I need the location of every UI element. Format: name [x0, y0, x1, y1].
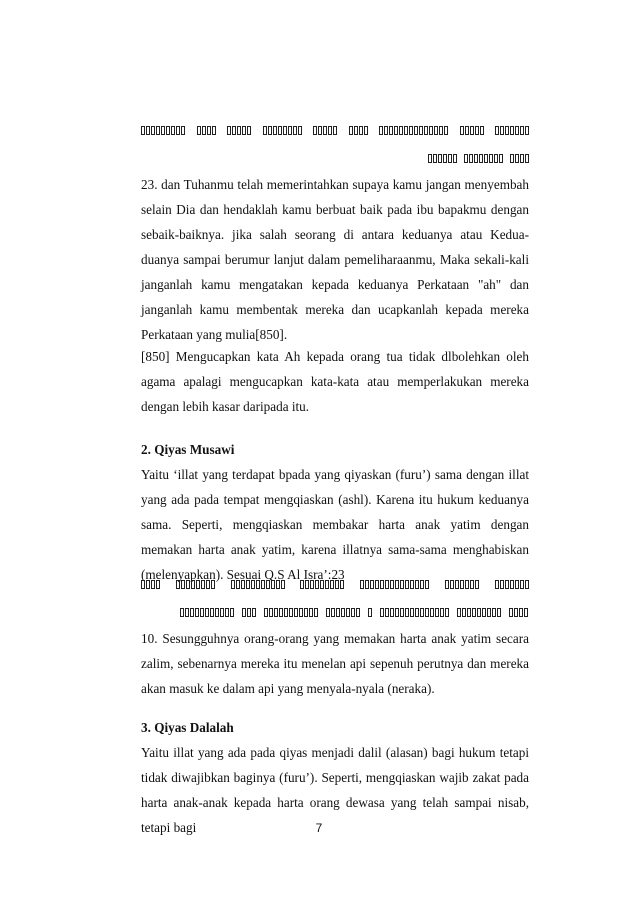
missing-glyph-box — [247, 608, 251, 617]
missing-glyph-box — [464, 154, 468, 163]
missing-glyph-box — [341, 608, 345, 617]
missing-glyph-box — [510, 126, 514, 135]
missing-glyph-box — [190, 608, 194, 617]
missing-glyph-box — [176, 126, 180, 135]
missing-glyph-box — [191, 580, 195, 589]
missing-glyph-box — [525, 154, 529, 163]
missing-glyph-box — [247, 126, 251, 135]
missing-glyph-box — [484, 154, 488, 163]
missing-glyph-box — [472, 608, 476, 617]
missing-glyph-box — [410, 580, 414, 589]
missing-glyph-box — [385, 580, 389, 589]
arabic-word — [300, 580, 344, 589]
missing-glyph-box — [325, 580, 329, 589]
missing-glyph-box — [482, 608, 486, 617]
missing-glyph-box — [400, 580, 404, 589]
missing-glyph-box — [469, 154, 473, 163]
missing-glyph-box — [156, 580, 160, 589]
missing-glyph-box — [425, 608, 429, 617]
arabic-word — [380, 608, 449, 617]
missing-glyph-box — [274, 608, 278, 617]
missing-glyph-box — [161, 126, 165, 135]
missing-glyph-box — [420, 608, 424, 617]
missing-glyph-box — [264, 608, 268, 617]
missing-glyph-box — [415, 580, 419, 589]
missing-glyph-box — [241, 580, 245, 589]
missing-glyph-box — [284, 608, 288, 617]
missing-glyph-box — [495, 580, 499, 589]
section-2-body: Yaitu ‘illat yang terdapat bpada yang qiyaskan (furu’) sama dengan illat yang ada pada tempat mengqiaskan (ashl). Karena itu hukum keduanya sama. Seperti, mengqiaskan membakar harta anak yatim dengan memakan harta anak yatim, karena illatnya sama-sama menghabiskan (melenyapkan). Sesuai Q.S Al Isra’:23 — [141, 467, 529, 582]
missing-glyph-box — [309, 608, 313, 617]
missing-glyph-box — [475, 126, 479, 135]
missing-glyph-box — [288, 126, 292, 135]
missing-glyph-box — [318, 126, 322, 135]
arabic-word — [349, 126, 368, 135]
missing-glyph-box — [495, 126, 499, 135]
missing-glyph-box — [475, 580, 479, 589]
missing-glyph-box — [151, 580, 155, 589]
missing-glyph-box — [525, 126, 529, 135]
missing-glyph-box — [409, 126, 413, 135]
missing-glyph-box — [315, 580, 319, 589]
missing-glyph-box — [231, 580, 235, 589]
missing-glyph-box — [492, 608, 496, 617]
missing-glyph-box — [465, 580, 469, 589]
missing-glyph-box — [520, 580, 524, 589]
missing-glyph-box — [212, 126, 216, 135]
missing-glyph-box — [181, 580, 185, 589]
missing-glyph-box — [479, 154, 483, 163]
verse-10-translation: 10. Sesungguhnya orang-orang yang memakan harta anak yatim secara zalim, sebenarnya mereka itu menelan api sepenuh perutnya dan mereka akan masuk ke dalam api yang menyala-nyala (neraka). — [141, 631, 529, 696]
missing-glyph-box — [356, 608, 360, 617]
missing-glyph-box — [227, 126, 231, 135]
missing-glyph-box — [385, 608, 389, 617]
missing-glyph-box — [489, 154, 493, 163]
missing-glyph-box — [515, 126, 519, 135]
missing-glyph-box — [196, 580, 200, 589]
missing-glyph-box — [305, 580, 309, 589]
missing-glyph-box — [351, 608, 355, 617]
missing-glyph-box — [514, 608, 518, 617]
missing-glyph-box — [236, 580, 240, 589]
missing-glyph-box — [195, 608, 199, 617]
missing-glyph-box — [151, 126, 155, 135]
missing-glyph-box — [390, 608, 394, 617]
missing-glyph-box — [380, 580, 384, 589]
missing-glyph-box — [206, 580, 210, 589]
missing-glyph-box — [220, 608, 224, 617]
missing-glyph-box — [364, 126, 368, 135]
missing-glyph-box — [237, 126, 241, 135]
arabic-word — [227, 126, 251, 135]
missing-glyph-box — [480, 126, 484, 135]
missing-glyph-box — [365, 580, 369, 589]
missing-glyph-box — [252, 608, 256, 617]
missing-glyph-box — [180, 608, 184, 617]
missing-glyph-box — [477, 608, 481, 617]
missing-glyph-box — [256, 580, 260, 589]
arabic-word — [495, 126, 529, 135]
missing-glyph-box — [470, 126, 474, 135]
missing-glyph-box — [414, 126, 418, 135]
missing-glyph-box — [420, 580, 424, 589]
missing-glyph-box — [453, 154, 457, 163]
missing-glyph-box — [197, 126, 201, 135]
missing-glyph-box — [368, 608, 372, 617]
missing-glyph-box — [443, 154, 447, 163]
missing-glyph-box — [439, 126, 443, 135]
missing-glyph-box — [211, 580, 215, 589]
page-number: 7 — [315, 821, 323, 835]
missing-glyph-box — [359, 126, 363, 135]
arabic-word — [141, 126, 185, 135]
missing-glyph-box — [434, 126, 438, 135]
missing-glyph-box — [201, 580, 205, 589]
missing-glyph-box — [467, 608, 471, 617]
missing-glyph-box — [205, 608, 209, 617]
missing-glyph-box — [156, 126, 160, 135]
missing-glyph-box — [499, 154, 503, 163]
missing-glyph-box — [349, 126, 353, 135]
missing-glyph-box — [465, 126, 469, 135]
missing-glyph-box — [263, 126, 267, 135]
missing-glyph-box — [146, 126, 150, 135]
missing-glyph-box — [336, 608, 340, 617]
missing-glyph-box — [346, 608, 350, 617]
missing-glyph-box — [395, 608, 399, 617]
missing-glyph-box — [438, 154, 442, 163]
missing-glyph-box — [460, 580, 464, 589]
missing-glyph-box — [333, 126, 337, 135]
missing-glyph-box — [395, 580, 399, 589]
arabic-verse-line-1 — [141, 123, 529, 137]
missing-glyph-box — [299, 608, 303, 617]
missing-glyph-box — [433, 154, 437, 163]
missing-glyph-box — [202, 126, 206, 135]
arabic-verse-line-3 — [141, 577, 529, 591]
missing-glyph-box — [390, 580, 394, 589]
missing-glyph-box — [400, 608, 404, 617]
missing-glyph-box — [266, 580, 270, 589]
missing-glyph-box — [450, 580, 454, 589]
missing-glyph-box — [273, 126, 277, 135]
arabic-word — [509, 608, 528, 617]
missing-glyph-box — [448, 154, 452, 163]
arabic-word — [428, 154, 457, 163]
missing-glyph-box — [225, 608, 229, 617]
missing-glyph-box — [524, 608, 528, 617]
missing-glyph-box — [283, 126, 287, 135]
missing-glyph-box — [186, 580, 190, 589]
missing-glyph-box — [405, 580, 409, 589]
section-2-heading: 2. Qiyas Musawi — [141, 442, 235, 457]
missing-glyph-box — [215, 608, 219, 617]
missing-glyph-box — [146, 580, 150, 589]
arabic-word — [197, 126, 216, 135]
missing-glyph-box — [246, 580, 250, 589]
missing-glyph-box — [300, 580, 304, 589]
missing-glyph-box — [279, 608, 283, 617]
missing-glyph-box — [500, 126, 504, 135]
missing-glyph-box — [515, 154, 519, 163]
missing-glyph-box — [360, 580, 364, 589]
missing-glyph-box — [460, 126, 464, 135]
missing-glyph-box — [384, 126, 388, 135]
missing-glyph-box — [304, 608, 308, 617]
missing-glyph-box — [330, 580, 334, 589]
missing-glyph-box — [394, 126, 398, 135]
arabic-word — [464, 154, 503, 163]
arabic-word — [379, 126, 448, 135]
missing-glyph-box — [425, 580, 429, 589]
missing-glyph-box — [510, 580, 514, 589]
missing-glyph-box — [176, 580, 180, 589]
missing-glyph-box — [445, 580, 449, 589]
arabic-word — [176, 580, 215, 589]
arabic-word — [263, 126, 302, 135]
arabic-word — [313, 126, 337, 135]
missing-glyph-box — [271, 580, 275, 589]
missing-glyph-box — [399, 126, 403, 135]
missing-glyph-box — [298, 126, 302, 135]
missing-glyph-box — [510, 154, 514, 163]
missing-glyph-box — [404, 126, 408, 135]
missing-glyph-box — [331, 608, 335, 617]
arabic-word — [264, 608, 318, 617]
missing-glyph-box — [429, 126, 433, 135]
missing-glyph-box — [293, 126, 297, 135]
section-3-body: Yaitu illat yang ada pada qiyas menjadi dalil (alasan) bagi hukum tetapi tidak diwajibkan baginya (furu’). Seperti, mengqiaskan wajib zakat pada harta anak-anak kepada harta orang dewasa yang telah sampai nisab, tetapi bagi — [141, 745, 529, 835]
missing-glyph-box — [435, 608, 439, 617]
missing-glyph-box — [462, 608, 466, 617]
missing-glyph-box — [269, 608, 273, 617]
verse-23-translation: 23. dan Tuhanmu telah memerintahkan supaya kamu jangan menyembah selain Dia dan hendaklah kamu berbuat baik pada ibu bapakmu dengan sebaik-baiknya. jika salah seorang di antara keduanya atau Kedua-duanya sampai berumur lanjut dalam pemeliharaanmu, Maka sekali-kali janganlah kamu mengatakan kepada keduanya Perkataan "ah" dan janganlah kamu membentak mereka dan ucapkanlah kepada mereka Perkataan yang mulia[850]. — [141, 177, 529, 342]
missing-glyph-box — [181, 126, 185, 135]
footnote-850: [850] Mengucapkan kata Ah kepada orang tua tidak dlbolehkan oleh agama apalagi mengucapkan kata-kata atau memperlakukan mereka dengan lebih kasar daripada itu. — [141, 349, 529, 414]
missing-glyph-box — [505, 580, 509, 589]
arabic-word — [180, 608, 234, 617]
missing-glyph-box — [278, 126, 282, 135]
missing-glyph-box — [474, 154, 478, 163]
arabic-verse-line-4 — [180, 605, 528, 619]
missing-glyph-box — [328, 126, 332, 135]
missing-glyph-box — [470, 580, 474, 589]
missing-glyph-box — [430, 608, 434, 617]
missing-glyph-box — [500, 580, 504, 589]
missing-glyph-box — [242, 608, 246, 617]
arabic-word — [495, 580, 529, 589]
arabic-word — [368, 608, 372, 617]
arabic-word — [360, 580, 429, 589]
missing-glyph-box — [370, 580, 374, 589]
missing-glyph-box — [415, 608, 419, 617]
missing-glyph-box — [141, 126, 145, 135]
missing-glyph-box — [289, 608, 293, 617]
arabic-verse-line-2 — [141, 151, 529, 165]
missing-glyph-box — [232, 126, 236, 135]
missing-glyph-box — [505, 126, 509, 135]
section-3-heading: 3. Qiyas Dalalah — [141, 720, 234, 735]
missing-glyph-box — [230, 608, 234, 617]
missing-glyph-box — [519, 608, 523, 617]
missing-glyph-box — [294, 608, 298, 617]
missing-glyph-box — [313, 126, 317, 135]
missing-glyph-box — [410, 608, 414, 617]
arabic-word — [457, 608, 501, 617]
arabic-word — [141, 580, 160, 589]
missing-glyph-box — [380, 608, 384, 617]
missing-glyph-box — [326, 608, 330, 617]
missing-glyph-box — [520, 126, 524, 135]
missing-glyph-box — [242, 126, 246, 135]
arabic-word — [460, 126, 484, 135]
missing-glyph-box — [525, 580, 529, 589]
missing-glyph-box — [509, 608, 513, 617]
missing-glyph-box — [185, 608, 189, 617]
missing-glyph-box — [405, 608, 409, 617]
missing-glyph-box — [207, 126, 211, 135]
missing-glyph-box — [444, 126, 448, 135]
missing-glyph-box — [375, 580, 379, 589]
missing-glyph-box — [379, 126, 383, 135]
missing-glyph-box — [335, 580, 339, 589]
missing-glyph-box — [424, 126, 428, 135]
missing-glyph-box — [210, 608, 214, 617]
missing-glyph-box — [320, 580, 324, 589]
missing-glyph-box — [276, 580, 280, 589]
arabic-word — [510, 154, 529, 163]
missing-glyph-box — [455, 580, 459, 589]
arabic-word — [445, 580, 479, 589]
missing-glyph-box — [389, 126, 393, 135]
missing-glyph-box — [494, 154, 498, 163]
missing-glyph-box — [520, 154, 524, 163]
missing-glyph-box — [261, 580, 265, 589]
missing-glyph-box — [314, 608, 318, 617]
missing-glyph-box — [457, 608, 461, 617]
missing-glyph-box — [281, 580, 285, 589]
missing-glyph-box — [141, 580, 145, 589]
missing-glyph-box — [200, 608, 204, 617]
missing-glyph-box — [166, 126, 170, 135]
missing-glyph-box — [445, 608, 449, 617]
missing-glyph-box — [440, 608, 444, 617]
missing-glyph-box — [171, 126, 175, 135]
missing-glyph-box — [354, 126, 358, 135]
missing-glyph-box — [310, 580, 314, 589]
missing-glyph-box — [268, 126, 272, 135]
missing-glyph-box — [428, 154, 432, 163]
arabic-word — [242, 608, 256, 617]
arabic-word — [231, 580, 285, 589]
missing-glyph-box — [497, 608, 501, 617]
missing-glyph-box — [323, 126, 327, 135]
missing-glyph-box — [340, 580, 344, 589]
missing-glyph-box — [487, 608, 491, 617]
missing-glyph-box — [515, 580, 519, 589]
missing-glyph-box — [419, 126, 423, 135]
arabic-word — [326, 608, 360, 617]
missing-glyph-box — [251, 580, 255, 589]
